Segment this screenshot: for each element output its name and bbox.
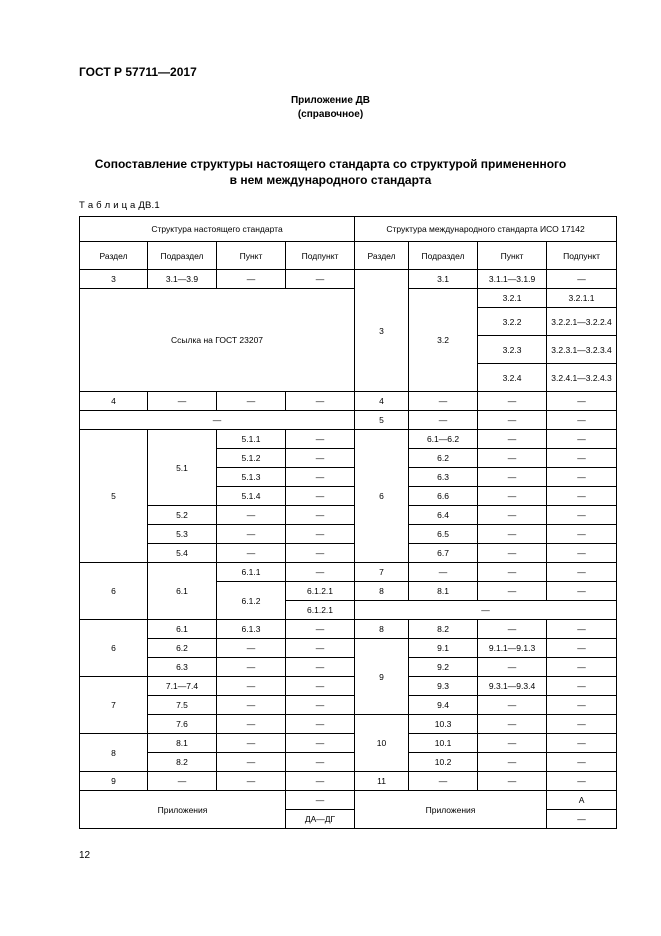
table-cell: 3.2 <box>409 289 478 392</box>
table-cell: 3.2.3.1—3.2.3.4 <box>547 336 617 364</box>
col-header: Подраздел <box>148 242 217 270</box>
table-cell: — <box>409 411 478 430</box>
table-cell: 7.5 <box>148 696 217 715</box>
table-cell: 3 <box>355 270 409 392</box>
table-cell: — <box>217 392 286 411</box>
page-title-line1: Сопоставление структуры настоящего стандарта со структурой примененного <box>94 157 567 171</box>
table-cell: — <box>547 392 617 411</box>
table-cell: — <box>478 430 547 449</box>
table-cell: 9.2 <box>409 658 478 677</box>
table-cell: — <box>409 563 478 582</box>
col-header: Раздел <box>80 242 148 270</box>
table-cell: — <box>286 430 355 449</box>
table-cell: — <box>547 639 617 658</box>
table-cell: 9.3 <box>409 677 478 696</box>
table-cell: 6.1 <box>148 620 217 639</box>
table-cell: — <box>217 270 286 289</box>
table-cell: 6 <box>355 430 409 563</box>
table-cell: — <box>217 639 286 658</box>
table-cell: 3.2.4 <box>478 364 547 392</box>
table-cell: — <box>286 270 355 289</box>
table-cell: 6.6 <box>409 487 478 506</box>
table-cell: — <box>478 734 547 753</box>
table-cell: 3.2.1 <box>478 289 547 308</box>
table-cell: 11 <box>355 772 409 791</box>
table-cell: — <box>286 544 355 563</box>
table-cell: 8 <box>80 734 148 772</box>
table-cell: 8 <box>355 620 409 639</box>
table-cell: 9.1 <box>409 639 478 658</box>
table-cell: 6 <box>80 620 148 677</box>
table-cell: — <box>409 392 478 411</box>
table-cell: — <box>478 620 547 639</box>
table-cell: — <box>478 449 547 468</box>
table-cell: — <box>547 715 617 734</box>
table-cell: 5.3 <box>148 525 217 544</box>
col-header: Пункт <box>478 242 547 270</box>
table-cell: — <box>286 506 355 525</box>
table-cell: 6.3 <box>148 658 217 677</box>
table-cell: 5.4 <box>148 544 217 563</box>
table-cell: 5.1.2 <box>217 449 286 468</box>
table-cell: — <box>286 449 355 468</box>
table-cell: — <box>547 677 617 696</box>
table-cell: 6.2 <box>409 449 478 468</box>
table-cell: — <box>478 544 547 563</box>
annexes-label-own: Приложения <box>80 791 286 829</box>
table-cell: 3.1—3.9 <box>148 270 217 289</box>
table-cell: 6.2 <box>148 639 217 658</box>
table-cell: — <box>286 753 355 772</box>
comparison-table <box>79 216 617 829</box>
header-iso-structure: Структура международного стандарта ИСО 17142 <box>355 217 617 242</box>
table-cell: — <box>286 715 355 734</box>
table-cell: — <box>148 392 217 411</box>
table-cell: — <box>286 563 355 582</box>
table-cell: 10 <box>355 715 409 772</box>
table-cell: 3.1 <box>409 270 478 289</box>
table-cell: — <box>478 506 547 525</box>
table-cell: — <box>547 620 617 639</box>
table-cell: 6.1—6.2 <box>409 430 478 449</box>
table-cell: 6.7 <box>409 544 478 563</box>
page-title-line2: в нем международного стандарта <box>229 173 432 187</box>
table-cell: — <box>478 487 547 506</box>
table-cell: — <box>547 658 617 677</box>
table-cell: — <box>286 658 355 677</box>
table-cell: 6 <box>80 563 148 620</box>
table-cell: — <box>217 772 286 791</box>
table-cell: 5.1.1 <box>217 430 286 449</box>
table-cell: — <box>217 658 286 677</box>
table-cell: — <box>478 563 547 582</box>
table-cell: — <box>286 791 355 810</box>
table-cell: 6.4 <box>409 506 478 525</box>
table-cell: — <box>547 772 617 791</box>
table-cell: — <box>547 487 617 506</box>
table-cell: — <box>217 506 286 525</box>
table-cell: — <box>478 772 547 791</box>
table-cell: — <box>286 468 355 487</box>
table-cell: — <box>478 468 547 487</box>
table-cell: — <box>286 696 355 715</box>
table-cell: — <box>217 544 286 563</box>
table-cell: — <box>478 525 547 544</box>
table-cell: 3.2.2 <box>478 308 547 336</box>
table-cell: 7 <box>80 677 148 734</box>
table-cell: — <box>547 411 617 430</box>
table-cell: 3.2.3 <box>478 336 547 364</box>
table-cell: 8.1 <box>409 582 478 601</box>
table-cell: — <box>547 270 617 289</box>
table-cell: 6.3 <box>409 468 478 487</box>
table-cell: 5.1.4 <box>217 487 286 506</box>
header-own-structure: Структура настоящего стандарта <box>80 217 355 242</box>
table-cell: 8 <box>355 582 409 601</box>
table-cell: — <box>286 677 355 696</box>
table-cell: — <box>286 772 355 791</box>
table-cell: 4 <box>355 392 409 411</box>
table-cell: — <box>478 696 547 715</box>
table-cell: — <box>478 582 547 601</box>
table-cell: 3.2.4.1—3.2.4.3 <box>547 364 617 392</box>
table-cell: 6.1 <box>148 563 217 620</box>
table-cell: — <box>547 582 617 601</box>
table-cell: 6.1.3 <box>217 620 286 639</box>
table-cell: — <box>217 715 286 734</box>
table-cell: — <box>217 525 286 544</box>
table-cell: 6.1.2 <box>217 582 286 620</box>
table-cell: 6.1.2.1 <box>286 582 355 601</box>
table-cell: 6.5 <box>409 525 478 544</box>
table-cell: — <box>286 639 355 658</box>
table-cell: — <box>148 772 217 791</box>
annexes-label-iso: Приложения <box>355 791 547 829</box>
table-cell: 9 <box>355 639 409 715</box>
table-cell: — <box>547 468 617 487</box>
table-cell: 3.1.1—3.1.9 <box>478 270 547 289</box>
table-cell: — <box>547 430 617 449</box>
table-cell: — <box>286 392 355 411</box>
table-cell: — <box>286 487 355 506</box>
table-cell: 5.1.3 <box>217 468 286 487</box>
table-cell: 10.3 <box>409 715 478 734</box>
reference-cell: Ссылка на ГОСТ 23207 <box>80 289 355 392</box>
table-cell: 5.1 <box>148 430 217 506</box>
table-cell: — <box>478 411 547 430</box>
table-cell: 8.1 <box>148 734 217 753</box>
table-cell: ДА—ДГ <box>286 810 355 829</box>
table-cell: — <box>547 506 617 525</box>
table-cell: 9.4 <box>409 696 478 715</box>
col-header: Подраздел <box>409 242 478 270</box>
table-cell: — <box>547 734 617 753</box>
table-cell: 7 <box>355 563 409 582</box>
table-cell: — <box>547 810 617 829</box>
table-cell: — <box>286 620 355 639</box>
annex-type: (справочное) <box>297 109 364 120</box>
table-cell: 7.1—7.4 <box>148 677 217 696</box>
col-header: Подпункт <box>286 242 355 270</box>
table-cell: — <box>478 392 547 411</box>
table-cell: — <box>217 677 286 696</box>
table-cell: 10.2 <box>409 753 478 772</box>
table-cell: — <box>478 753 547 772</box>
table-cell: 4 <box>80 392 148 411</box>
table-cell: — <box>547 525 617 544</box>
table-cell: 9.1.1—9.1.3 <box>478 639 547 658</box>
table-cell: 5.2 <box>148 506 217 525</box>
table-cell: 7.6 <box>148 715 217 734</box>
table-cell: 8.2 <box>148 753 217 772</box>
table-cell: — <box>478 715 547 734</box>
table-cell: — <box>547 544 617 563</box>
page-number: 12 <box>79 850 91 861</box>
table-cell: — <box>80 411 355 430</box>
table-cell: — <box>478 658 547 677</box>
table-cell: 5 <box>80 430 148 563</box>
table-cell: — <box>547 753 617 772</box>
table-cell: 6.1.1 <box>217 563 286 582</box>
table-cell: — <box>217 753 286 772</box>
table-cell: — <box>547 696 617 715</box>
table-cell: 8.2 <box>409 620 478 639</box>
col-header: Пункт <box>217 242 286 270</box>
table-cell: — <box>217 734 286 753</box>
table-cell: — <box>355 601 617 620</box>
table-cell: — <box>409 772 478 791</box>
table-cell: А <box>547 791 617 810</box>
table-cell: 5 <box>355 411 409 430</box>
table-cell: — <box>286 525 355 544</box>
table-cell: 10.1 <box>409 734 478 753</box>
document-header: ГОСТ Р 57711—2017 <box>79 65 197 79</box>
table-caption: Т а б л и ц а ДВ.1 <box>79 200 160 211</box>
col-header: Раздел <box>355 242 409 270</box>
table-cell: — <box>547 563 617 582</box>
table-cell: 6.1.2.1 <box>286 601 355 620</box>
table-cell: 3.2.1.1 <box>547 289 617 308</box>
table-cell: 9 <box>80 772 148 791</box>
annex-title: Приложение ДВ <box>290 95 371 106</box>
table-cell: 3.2.2.1—3.2.2.4 <box>547 308 617 336</box>
table-cell: 3 <box>80 270 148 289</box>
table-cell: — <box>217 696 286 715</box>
table-cell: 9.3.1—9.3.4 <box>478 677 547 696</box>
table-cell: — <box>547 449 617 468</box>
col-header: Подпункт <box>547 242 617 270</box>
table-cell: — <box>286 734 355 753</box>
